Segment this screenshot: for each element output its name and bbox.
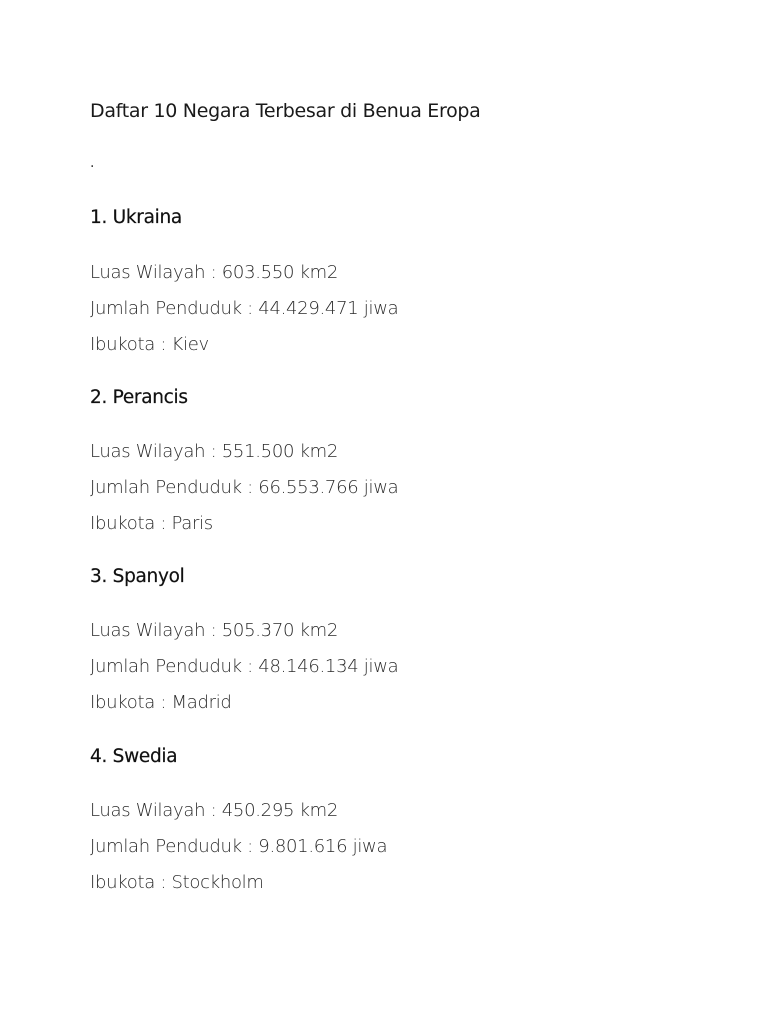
country-capital: Ibukota : Madrid	[90, 692, 232, 713]
country-capital: Ibukota : Stockholm	[90, 872, 264, 893]
country-area: Luas Wilayah : 450.295 km2	[90, 800, 339, 821]
country-population: Jumlah Penduduk : 9.801.616 jiwa	[90, 836, 388, 857]
country-area: Luas Wilayah : 551.500 km2	[90, 441, 339, 462]
country-heading-spanyol: 3. Spanyol	[90, 566, 185, 587]
country-population: Jumlah Penduduk : 44.429.471 jiwa	[90, 298, 399, 319]
document-title: Daftar 10 Negara Terbesar di Benua Eropa	[90, 100, 481, 122]
country-heading-swedia: 4. Swedia	[90, 746, 178, 767]
separator-dot: .	[90, 155, 95, 171]
country-capital: Ibukota : Paris	[90, 513, 213, 534]
country-heading-perancis: 2. Perancis	[90, 387, 188, 408]
country-area: Luas Wilayah : 603.550 km2	[90, 262, 339, 283]
country-population: Jumlah Penduduk : 66.553.766 jiwa	[90, 477, 399, 498]
country-area: Luas Wilayah : 505.370 km2	[90, 620, 339, 641]
country-heading-ukraina: 1. Ukraina	[90, 207, 182, 228]
country-population: Jumlah Penduduk : 48.146.134 jiwa	[90, 656, 399, 677]
country-capital: Ibukota : Kiev	[90, 334, 209, 355]
